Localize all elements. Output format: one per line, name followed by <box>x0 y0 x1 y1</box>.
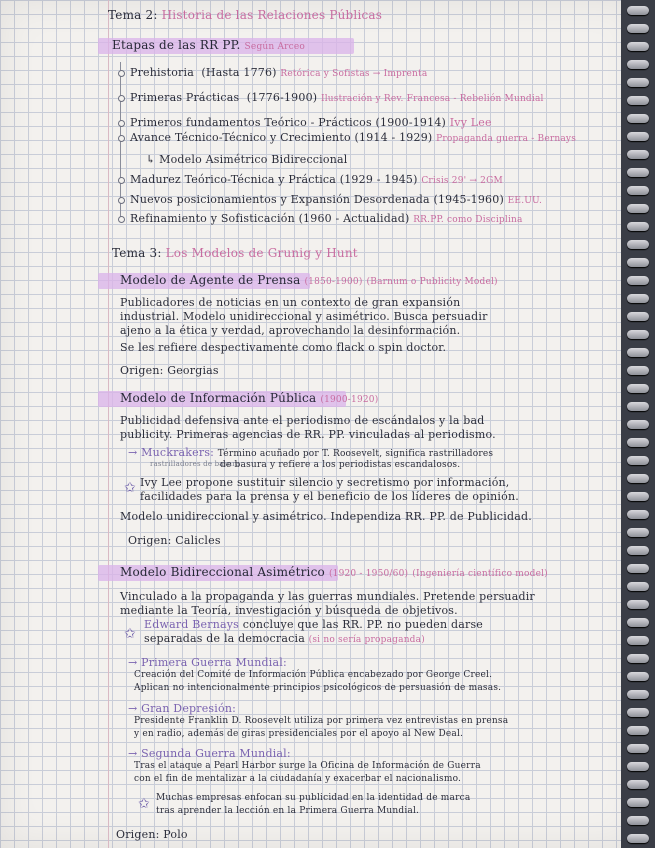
bernays-line2: separadas de la democracia (si no sería propaganda) <box>144 632 425 645</box>
m2-heading: Modelo de Información Pública (1900-1920) <box>120 391 379 405</box>
m3-line: mediante la Teoría, investigación y búsqueda de objetivos. <box>120 604 458 617</box>
m2-line: Publicidad defensiva ante el periodismo de escándalos y la bad <box>120 414 485 427</box>
m3-line: Vinculado a la propaganda y las guerras mundiales. Pretende persuadir <box>120 590 535 603</box>
spiral-ring <box>627 276 649 285</box>
wwi-line: Aplican no intencionalmente principios psicológicos de persuasión de masas. <box>134 683 502 693</box>
spiral-ring <box>627 420 649 429</box>
spiral-ring <box>627 42 649 51</box>
spiral-ring <box>627 474 649 483</box>
m1-origin: Origen: Georgias <box>120 364 219 377</box>
ivy-line: facilidades para la prensa y el beneficio de los líderes de opinión. <box>140 490 519 503</box>
timeline-dot <box>118 216 125 223</box>
m2-model: Modelo unidireccional y asimétrico. Independiza RR. PP. de Publicidad. <box>120 510 532 523</box>
spiral-ring <box>627 150 649 159</box>
spiral-ring <box>627 78 649 87</box>
muckrakers-sub: rastrilladores de basura <box>150 460 241 468</box>
muckrakers-line2: de basura y refiere a los periodistas escandalosos. <box>220 460 461 470</box>
spiral-ring <box>627 528 649 537</box>
margin-line <box>108 0 109 848</box>
depresion-line: Presidente Franklin D. Roosevelt utiliza por primera vez entrevistas en prensa <box>134 716 509 726</box>
spiral-ring <box>627 24 649 33</box>
spiral-ring <box>627 600 649 609</box>
m1-line: industrial. Modelo unidireccional y asimétrico. Busca persuadir <box>120 310 488 323</box>
m1-line: Se les refiere despectivamente como flack o spin doctor. <box>120 341 447 354</box>
stage-5: Madurez Teórico-Técnica y Práctica (1929 - 1945) Crisis 29' → 2GM <box>130 173 503 186</box>
empresas-line: Muchas empresas enfocan su publicidad en la identidad de marca <box>156 793 471 803</box>
spiral-ring <box>627 564 649 573</box>
spiral-ring <box>627 294 649 303</box>
spiral-ring <box>627 60 649 69</box>
stage-4: ↳ Modelo Asimétrico Bidireccional <box>146 153 348 166</box>
spiral-ring <box>627 204 649 213</box>
spiral-ring <box>627 456 649 465</box>
m2-origin: Origen: Calicles <box>128 534 221 547</box>
wwii-line: con el fin de mentalizar a la ciudadanía y exacerbar el nacionalismo. <box>134 774 462 784</box>
spiral-ring <box>627 222 649 231</box>
depresion-label: → Gran Depresión: <box>128 702 237 715</box>
wwi-line: Creación del Comité de Información Pública encabezado por George Creel. <box>134 670 493 680</box>
m3-heading: Modelo Bidireccional Asimétrico (1920 - 1950/60) (Ingeniería científico model) <box>120 565 548 579</box>
spiral-ring <box>627 168 649 177</box>
stage-0: Prehistoria (Hasta 1776) Retórica y Sofistas → Imprenta <box>130 66 428 79</box>
bernays-line: Edward Bernays concluye que las RR. PP. no pueden darse <box>144 618 484 631</box>
spiral-ring <box>627 708 649 717</box>
timeline-dot <box>118 95 125 102</box>
spiral-ring <box>627 762 649 771</box>
spiral-ring <box>627 348 649 357</box>
stage-1: Primeras Prácticas (1776-1900) Ilustración y Rev. Francesa - Rebelión Mundial <box>130 91 544 104</box>
spiral-ring <box>627 330 649 339</box>
m3-origin: Origen: Polo <box>116 828 188 841</box>
m1-line: Publicadores de noticias en un contexto de gran expansión <box>120 296 461 309</box>
stage-6: Nuevos posicionamientos y Expansión Desordenada (1945-1960) EE.UU. <box>130 193 543 206</box>
spiral-ring <box>627 186 649 195</box>
spiral-ring <box>627 798 649 807</box>
spiral-ring <box>627 366 649 375</box>
spiral-ring <box>627 132 649 141</box>
spiral-ring <box>627 636 649 645</box>
spiral-ring <box>627 312 649 321</box>
spiral-ring <box>627 240 649 249</box>
spiral-ring <box>627 492 649 501</box>
spiral-ring <box>627 690 649 699</box>
spiral-ring <box>627 258 649 267</box>
spiral-ring <box>627 816 649 825</box>
spiral-ring <box>627 510 649 519</box>
ivy-line: Ivy Lee propone sustituir silencio y secretismo por información, <box>140 476 510 489</box>
spiral-ring <box>627 672 649 681</box>
timeline-dot <box>118 197 125 204</box>
empresas-line: tras aprender la lección en la Primera Guerra Mundial. <box>156 806 420 816</box>
etapas-heading: Etapas de las RR PP. Según Arceo <box>112 38 306 52</box>
spiral-ring <box>627 780 649 789</box>
star-icon: ✩ <box>124 626 136 642</box>
tema3-title: Tema 3: Los Modelos de Grunig y Hunt <box>112 246 358 260</box>
stage-2: Primeros fundamentos Teórico - Prácticos (1900-1914) Ivy Lee <box>130 116 492 129</box>
timeline-dot <box>118 120 125 127</box>
tema2-title: Tema 2: Historia de las Relaciones Públicas <box>108 8 383 22</box>
timeline-dot <box>118 177 125 184</box>
m1-line: ajeno a la ética y verdad, aprovechando la desinformación. <box>120 324 461 337</box>
spiral-ring <box>627 96 649 105</box>
spiral-ring <box>627 546 649 555</box>
wwii-label: → Segunda Guerra Mundial: <box>128 747 291 760</box>
star-icon: ✩ <box>124 480 136 496</box>
spiral-ring <box>627 438 649 447</box>
spiral-ring <box>627 834 649 843</box>
star-icon: ✩ <box>138 796 150 812</box>
spiral-ring <box>627 114 649 123</box>
spiral-ring <box>627 654 649 663</box>
m1-heading: Modelo de Agente de Prensa (1850-1900) (Barnum o Publicity Model) <box>120 273 498 287</box>
spiral-ring <box>627 726 649 735</box>
muckrakers-line: → Muckrakers: Término acuñado por T. Roosevelt, significa rastrilladores <box>128 446 494 459</box>
spiral-ring <box>627 618 649 627</box>
depresion-line: y en radio, además de giras presidenciales por el apoyo al New Deal. <box>134 729 464 739</box>
spiral-ring <box>627 744 649 753</box>
spiral-ring <box>627 402 649 411</box>
stage-7: Refinamiento y Sofisticación (1960 - Actualidad) RR.PP. como Disciplina <box>130 212 523 225</box>
wwii-line: Tras el ataque a Pearl Harbor surge la Oficina de Información de Guerra <box>134 761 481 771</box>
spiral-ring <box>627 582 649 591</box>
timeline-dot <box>118 70 125 77</box>
spiral-ring <box>627 384 649 393</box>
spiral-ring <box>627 6 649 15</box>
notebook-spiral <box>621 0 655 848</box>
timeline-dot <box>118 135 125 142</box>
wwi-label: → Primera Guerra Mundial: <box>128 656 287 669</box>
m2-line: publicity. Primeras agencias de RR. PP. vinculadas al periodismo. <box>120 428 496 441</box>
stage-3: Avance Técnico-Técnico y Crecimiento (1914 - 1929) Propaganda guerra - Bernays <box>130 131 577 144</box>
